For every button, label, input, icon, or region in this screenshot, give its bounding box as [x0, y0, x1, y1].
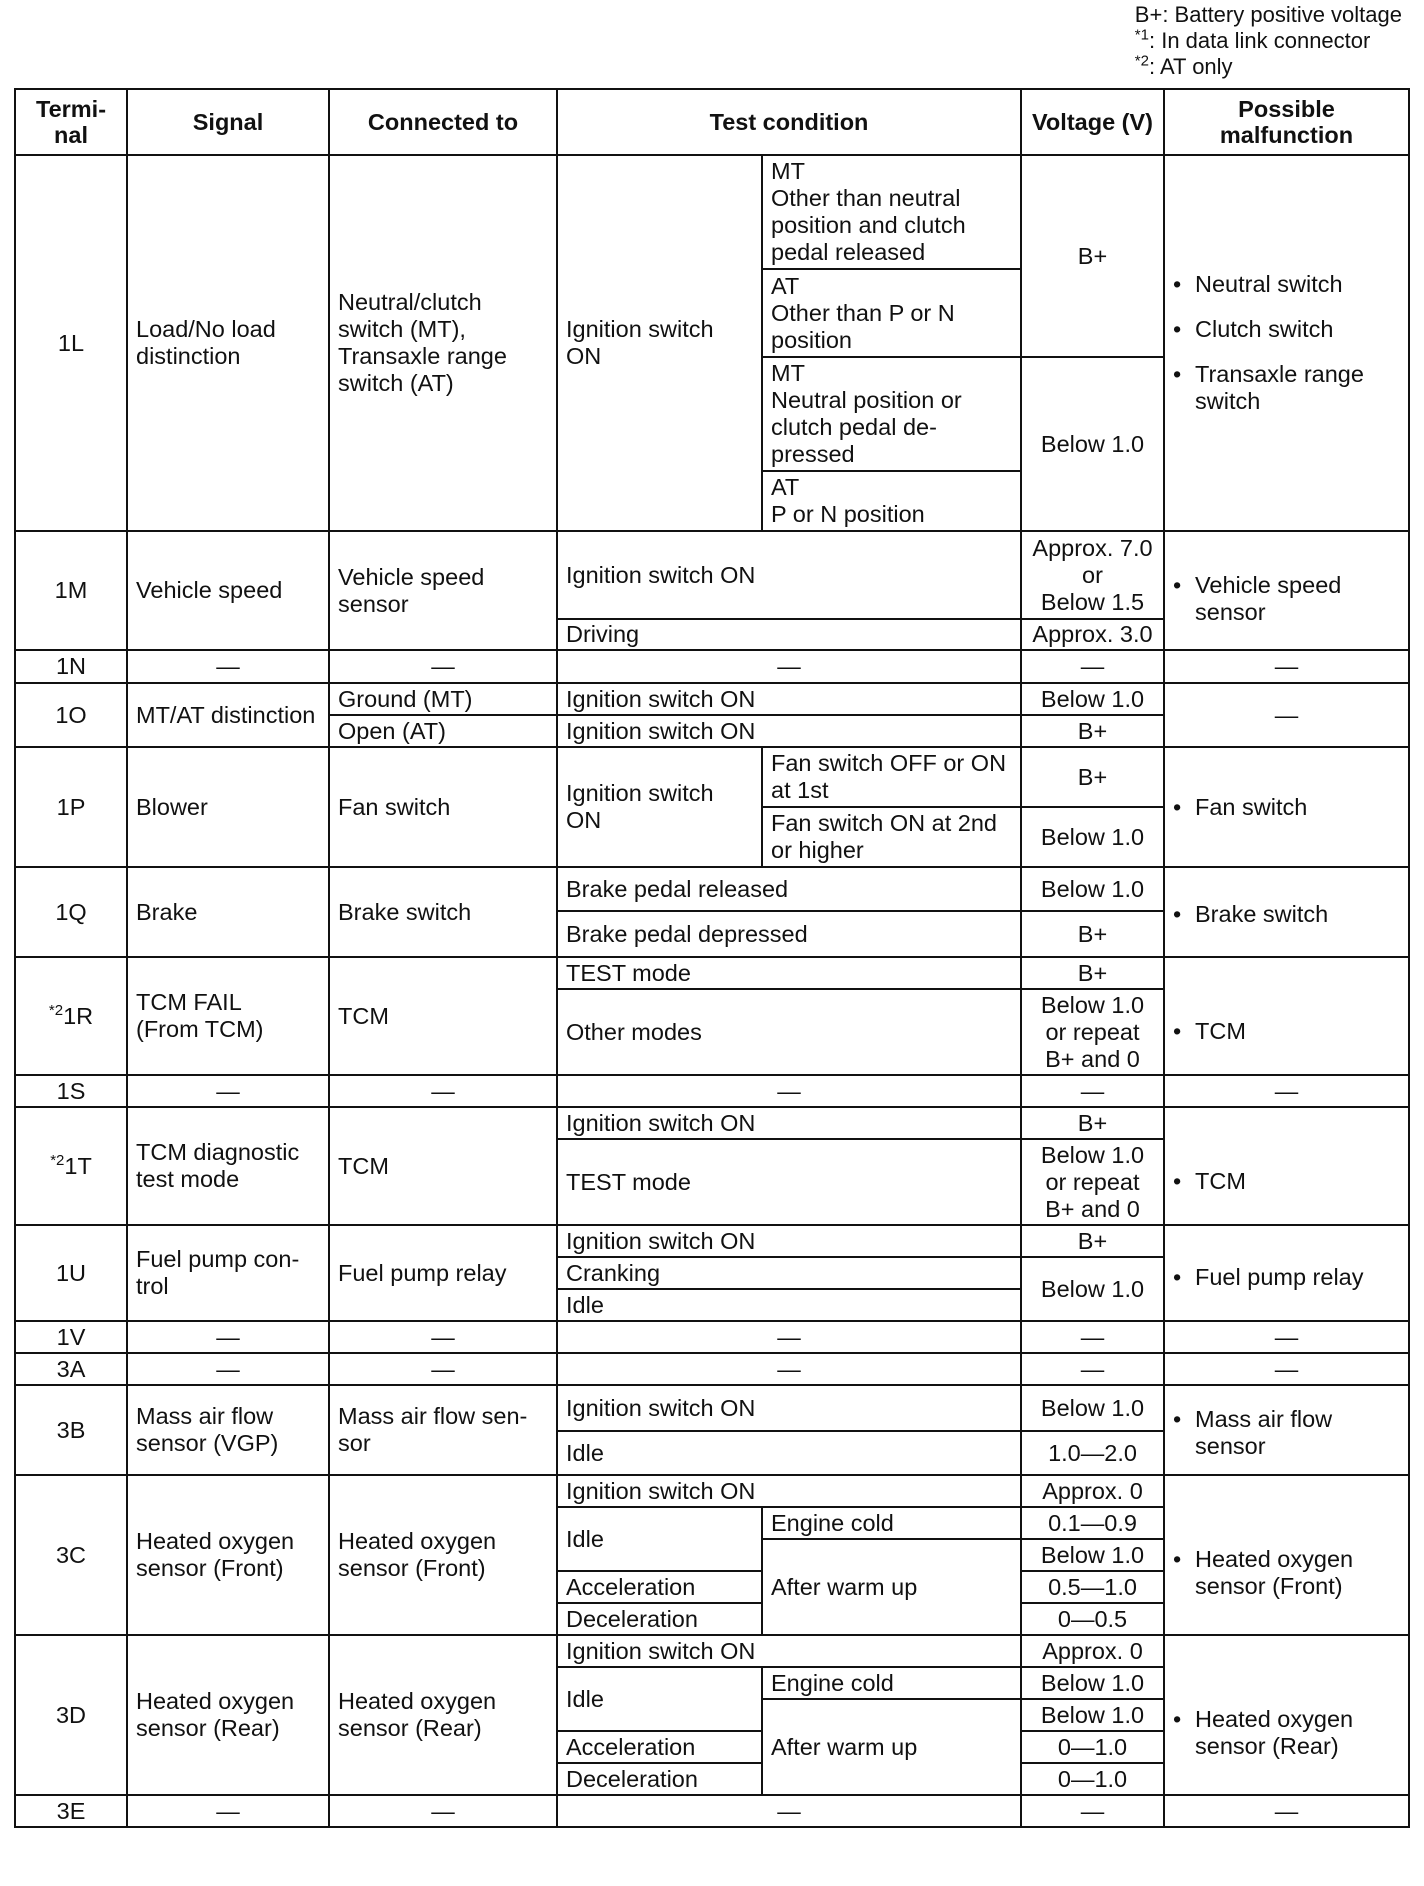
terminal-cell: 1L	[15, 155, 127, 531]
condition-cell: Ignition switch ON	[557, 531, 1021, 619]
voltage-cell: Below 1.0	[1021, 683, 1164, 715]
terminal-cell: 3E	[15, 1795, 127, 1827]
condition-cell: Brake pedal depressed	[557, 911, 1021, 957]
voltage-cell: 0.5—1.0	[1021, 1571, 1164, 1603]
malfunction-cell	[1164, 1385, 1409, 1475]
terminal-voltage-table	[14, 88, 1410, 1828]
condition-cell: Other modes	[557, 989, 1021, 1075]
voltage-cell: B+	[1021, 911, 1164, 957]
sub-condition-cell: Fan switch ON at 2nd or higher	[762, 807, 1021, 867]
signal-cell: Vehicle speed	[127, 531, 329, 650]
condition-cell: Ignition switch ON	[557, 1107, 1021, 1139]
voltage-cell: Approx. 7.0 or Below 1.5	[1021, 531, 1164, 619]
dash-cell: —	[557, 1353, 1021, 1385]
terminal-cell: 1V	[15, 1321, 127, 1353]
terminal-cell: 3B	[15, 1385, 127, 1475]
dash-cell: —	[329, 1075, 557, 1107]
connected-cell: TCM	[329, 957, 557, 1075]
malfunction-item: • Fan switch	[1173, 793, 1308, 820]
malfunction-cell	[1164, 531, 1409, 650]
condition-cell: Deceleration	[557, 1763, 762, 1795]
dash-cell: —	[127, 1353, 329, 1385]
condition-cell: Idle	[557, 1667, 762, 1731]
legend-note1: $^{*1}$: In data link connector	[1134, 26, 1371, 53]
malfunction-cell	[1164, 1475, 1409, 1635]
sub-condition-cell: Engine cold	[762, 1507, 1021, 1539]
malfunction-item: • Mass air flow sensor	[1173, 1406, 1333, 1459]
table-row	[15, 683, 1409, 715]
connected-cell: Neutral/clutch switch (MT), Transaxle range switch (AT)	[329, 155, 557, 531]
malfunction-cell	[1164, 1225, 1409, 1321]
malfunction-cell	[1164, 747, 1409, 867]
table-row	[15, 1635, 1409, 1667]
dash-cell: —	[1021, 1075, 1164, 1107]
dash-cell: —	[127, 650, 329, 683]
dash-cell: —	[557, 1075, 1021, 1107]
table-row	[15, 531, 1409, 619]
dash-cell: —	[1021, 1795, 1164, 1827]
sub-condition-cell: After warm up	[762, 1539, 1021, 1635]
condition-cell: Idle	[557, 1431, 1021, 1475]
voltage-cell: Below 1.0	[1021, 1539, 1164, 1571]
header-terminal: Termi-nal	[15, 89, 127, 155]
table-row	[15, 1385, 1409, 1431]
dash-cell: —	[329, 650, 557, 683]
voltage-cell: Below 1.0	[1021, 1667, 1164, 1699]
condition-cell: Ignition switch ON	[557, 1475, 1021, 1507]
terminal-cell: 3A	[15, 1353, 127, 1385]
header-signal: Signal	[127, 89, 329, 155]
dash-cell: —	[1164, 1075, 1409, 1107]
condition-cell: Ignition switch ON	[557, 747, 762, 867]
connected-cell: Vehicle speed sensor	[329, 531, 557, 650]
dash-cell: —	[1164, 1795, 1409, 1827]
voltage-cell: Below 1.0	[1021, 867, 1164, 911]
signal-cell: Heated oxygen sensor (Rear)	[127, 1635, 329, 1795]
signal-cell: Fuel pump con-trol	[127, 1225, 329, 1321]
sub-condition-cell: MT Other than neutral position and clutch pedal released	[762, 155, 1021, 269]
voltage-cell: B+	[1021, 1225, 1164, 1257]
signal-cell: TCM FAIL (From TCM)	[127, 957, 329, 1075]
condition-cell: Acceleration	[557, 1571, 762, 1603]
table-row	[15, 747, 1409, 807]
header-voltage: Voltage (V)	[1021, 89, 1164, 155]
table-row	[15, 1475, 1409, 1507]
terminal-cell: 1N	[15, 650, 127, 683]
malfunction-item: • TCM	[1173, 1167, 1246, 1194]
dash-cell: —	[329, 1353, 557, 1385]
condition-cell: Ignition switch ON	[557, 683, 1021, 715]
dash-cell: —	[1164, 1353, 1409, 1385]
signal-cell: Brake	[127, 867, 329, 957]
malfunction-item: • Vehicle speed sensor	[1173, 571, 1342, 625]
table-row	[15, 1353, 1409, 1385]
voltage-cell: B+	[1021, 1107, 1164, 1139]
legend	[1135, 2, 1402, 80]
terminal-cell: $^{*2}$1T	[15, 1107, 127, 1225]
dash-cell: —	[1164, 650, 1409, 683]
malfunction-item: • TCM	[1173, 1017, 1246, 1044]
table-row	[15, 867, 1409, 911]
voltage-cell: Below 1.0	[1021, 1257, 1164, 1321]
condition-cell: Brake pedal released	[557, 867, 1021, 911]
dash-cell: —	[1021, 1353, 1164, 1385]
condition-cell: Deceleration	[557, 1603, 762, 1635]
sub-condition-cell: Fan switch OFF or ON at 1st	[762, 747, 1021, 807]
header-row	[15, 89, 1409, 155]
condition-cell: Ignition switch ON	[557, 1225, 1021, 1257]
terminal-cell: 1M	[15, 531, 127, 650]
voltage-cell: 0—1.0	[1021, 1763, 1164, 1795]
signal-cell: Blower	[127, 747, 329, 867]
table-row	[15, 1795, 1409, 1827]
connected-cell: Fuel pump relay	[329, 1225, 557, 1321]
connected-cell: TCM	[329, 1107, 557, 1225]
malfunction-cell	[1164, 957, 1409, 1075]
condition-cell: Idle	[557, 1289, 1021, 1321]
terminal-cell: 1S	[15, 1075, 127, 1107]
dash-cell: —	[557, 1321, 1021, 1353]
dash-cell: —	[557, 1795, 1021, 1827]
sub-condition-cell: After warm up	[762, 1699, 1021, 1795]
signal-cell: Mass air flow sensor (VGP)	[127, 1385, 329, 1475]
header-malfunction: Possible malfunction	[1164, 89, 1409, 155]
connected-cell: Open (AT)	[329, 715, 557, 747]
malfunction-item: • Heated oxygen sensor (Rear)	[1173, 1706, 1354, 1759]
voltage-cell: 0—1.0	[1021, 1731, 1164, 1763]
voltage-cell: Below 1.0 or repeat B+ and 0	[1021, 989, 1164, 1075]
malfunction-item: • Brake switch	[1173, 900, 1329, 927]
malfunction-cell	[1164, 1107, 1409, 1225]
connected-cell: Brake switch	[329, 867, 557, 957]
condition-cell: Cranking	[557, 1257, 1021, 1289]
condition-cell: TEST mode	[557, 957, 1021, 989]
connected-cell: Fan switch	[329, 747, 557, 867]
voltage-cell: B+	[1021, 155, 1164, 357]
dash-cell: —	[1164, 683, 1409, 747]
table-row	[15, 155, 1409, 269]
voltage-cell: Below 1.0	[1021, 357, 1164, 531]
table-row	[15, 1075, 1409, 1107]
legend-bplus: B+: Battery positive voltage	[1134, 2, 1402, 27]
terminal-cell: 3C	[15, 1475, 127, 1635]
terminal-cell: $^{*2}$1R	[15, 957, 127, 1075]
table-row	[15, 1321, 1409, 1353]
dash-cell: —	[127, 1321, 329, 1353]
condition-cell: TEST mode	[557, 1139, 1021, 1225]
condition-cell: Ignition switch ON	[557, 1635, 1021, 1667]
voltage-cell: Below 1.0	[1021, 1385, 1164, 1431]
table-row	[15, 957, 1409, 989]
dash-cell: —	[127, 1075, 329, 1107]
condition-cell: Driving	[557, 619, 1021, 650]
condition-cell: Idle	[557, 1507, 762, 1571]
sub-condition-cell: AT Other than P or N position	[762, 269, 1021, 357]
voltage-cell: 0.1—0.9	[1021, 1507, 1164, 1539]
voltage-cell: B+	[1021, 715, 1164, 747]
terminal-cell: 1O	[15, 683, 127, 747]
voltage-cell: B+	[1021, 957, 1164, 989]
voltage-cell: Approx. 3.0	[1021, 619, 1164, 650]
terminal-cell: 3D	[15, 1635, 127, 1795]
legend-note2: $^{*2}$: AT only	[1134, 52, 1233, 79]
dash-cell: —	[557, 650, 1021, 683]
connected-cell: Heated oxygen sensor (Rear)	[329, 1635, 557, 1795]
dash-cell: —	[329, 1795, 557, 1827]
condition-cell: Acceleration	[557, 1731, 762, 1763]
header-test-condition: Test condition	[557, 89, 1021, 155]
dash-cell: —	[1164, 1321, 1409, 1353]
malfunction-cell	[1164, 1635, 1409, 1795]
dash-cell: —	[1021, 650, 1164, 683]
connected-cell: Mass air flow sen-sor	[329, 1385, 557, 1475]
signal-cell: TCM diagnostic test mode	[127, 1107, 329, 1225]
terminal-cell: 1U	[15, 1225, 127, 1321]
condition-cell: Ignition switch ON	[557, 1385, 1021, 1431]
sub-condition-cell: MT Neutral position or clutch pedal de-pressed	[762, 357, 1021, 471]
table-row	[15, 1107, 1409, 1139]
malfunction-item: • Heated oxygen sensor (Front)	[1173, 1546, 1354, 1599]
dash-cell: —	[1021, 1321, 1164, 1353]
table-row	[15, 1225, 1409, 1257]
header-connected: Connected to	[329, 89, 557, 155]
sub-condition-cell: Engine cold	[762, 1667, 1021, 1699]
condition-cell: Ignition switch ON	[557, 155, 762, 531]
connected-cell: Heated oxygen sensor (Front)	[329, 1475, 557, 1635]
sub-condition-cell: AT P or N position	[762, 471, 1021, 531]
signal-cell: MT/AT distinction	[127, 683, 329, 747]
malfunction-cell	[1164, 155, 1409, 531]
signal-cell: Heated oxygen sensor (Front)	[127, 1475, 329, 1635]
signal-cell: Load/No load distinction	[127, 155, 329, 531]
voltage-cell: Below 1.0	[1021, 807, 1164, 867]
malfunction-item: • Clutch switch	[1173, 316, 1334, 342]
malfunction-item: • Fuel pump relay	[1173, 1263, 1364, 1290]
dash-cell: —	[329, 1321, 557, 1353]
voltage-cell: 0—0.5	[1021, 1603, 1164, 1635]
voltage-cell: 1.0—2.0	[1021, 1431, 1164, 1475]
condition-cell: Ignition switch ON	[557, 715, 1021, 747]
voltage-cell: B+	[1021, 747, 1164, 807]
voltage-cell: Approx. 0	[1021, 1475, 1164, 1507]
dash-cell: —	[127, 1795, 329, 1827]
voltage-cell: Approx. 0	[1021, 1635, 1164, 1667]
voltage-cell: Below 1.0 or repeat B+ and 0	[1021, 1139, 1164, 1225]
terminal-cell: 1Q	[15, 867, 127, 957]
voltage-cell: Below 1.0	[1021, 1699, 1164, 1731]
malfunction-item: • Neutral switch	[1173, 271, 1343, 297]
terminal-cell: 1P	[15, 747, 127, 867]
connected-cell: Ground (MT)	[329, 683, 557, 715]
table-row	[15, 650, 1409, 683]
malfunction-item: • Transaxle range switch	[1173, 361, 1364, 414]
malfunction-cell	[1164, 867, 1409, 957]
